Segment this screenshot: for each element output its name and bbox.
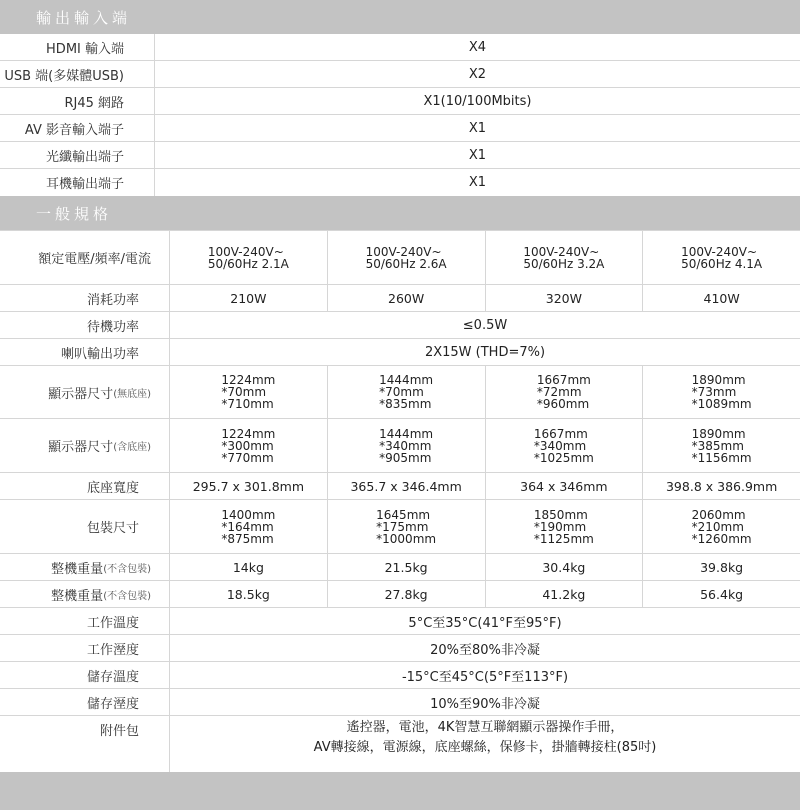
row-label [0, 554, 170, 580]
value-cell: 30.4kg [486, 554, 644, 580]
label-text: 顯示器尺寸 [48, 440, 114, 455]
row-power-rating [0, 231, 800, 285]
row-label: 儲存溼度 [0, 689, 170, 715]
row-storage-temp [0, 662, 800, 689]
value-line: *72mm [536, 385, 582, 399]
value-cell: 364 x 346mm [486, 473, 644, 499]
value-cell: 410W [703, 290, 740, 306]
io-value: X1 [468, 147, 487, 163]
size-cell [379, 428, 433, 464]
io-row-usb [0, 61, 800, 88]
label-text: 整機重量 [51, 588, 104, 604]
io-value: X1(10/100Mbits) [423, 93, 532, 109]
io-section-title: 輸出輸入端 [36, 8, 132, 27]
value-line: 50/60Hz 3.2A [523, 256, 605, 271]
value-line: 100V-240V~ [207, 244, 284, 259]
io-row-optical [0, 142, 800, 169]
value-line: *340mm [533, 438, 587, 453]
io-label: 光纖輸出端子 [0, 142, 155, 168]
power-rating-cell [523, 246, 604, 270]
accessories-value [170, 716, 800, 779]
value-line: 1890mm [691, 426, 746, 441]
value-line: 1645mm [376, 507, 431, 522]
io-label: HDMI 輸入端 [0, 34, 155, 60]
size-cell [376, 509, 436, 545]
power-rating-cell [208, 246, 289, 270]
io-row-av [0, 115, 800, 142]
row-label: 額定電壓/頻率/電流 [0, 231, 170, 284]
value-line: 1890mm [691, 373, 746, 387]
value-line: *164mm [221, 519, 274, 534]
value-line: 1400mm [221, 507, 276, 522]
row-accessories [0, 716, 800, 779]
value-line: *70mm [379, 385, 424, 399]
value-line: *175mm [376, 519, 429, 534]
value-line: *73mm [691, 385, 737, 399]
row-label: 儲存溫度 [0, 662, 170, 688]
row-label: 工作溼度 [0, 635, 170, 661]
size-cell [221, 374, 275, 410]
value-cell: 320W [486, 285, 644, 311]
size-cell [221, 428, 275, 464]
io-label: 耳機輸出端子 [0, 169, 155, 196]
value-line: *1125mm [533, 531, 594, 546]
value-line: *835mm [379, 397, 432, 411]
value-line: 50/60Hz 4.1A [681, 256, 763, 271]
label-note: (不含包裝) [103, 590, 151, 602]
size-cell [534, 428, 594, 464]
value-line: 1667mm [536, 373, 591, 387]
size-cell [537, 374, 591, 410]
value-cell: 365.7 x 346.4mm [328, 473, 486, 499]
value-line: 1850mm [533, 507, 588, 522]
value-line: *1089mm [691, 397, 752, 411]
value-line: *875mm [221, 531, 274, 546]
size-cell [692, 428, 752, 464]
label-note: (無底座) [113, 388, 151, 400]
value-line: *190mm [533, 519, 587, 534]
general-section-header [0, 196, 800, 230]
label-note: (含底座) [113, 442, 151, 453]
io-row-headphone [0, 169, 800, 196]
size-cell [379, 374, 433, 410]
value-line: *710mm [221, 397, 274, 411]
value-line: 100V-240V~ [523, 244, 600, 259]
value-cell: 260W [328, 285, 486, 311]
io-value: X2 [468, 66, 487, 82]
row-label: 工作溫度 [0, 608, 170, 634]
io-value: X4 [468, 39, 487, 55]
row-net-weight [0, 554, 800, 581]
power-rating-cell [366, 246, 447, 270]
label-text: 整機重量 [51, 561, 104, 577]
value-line: 50/60Hz 2.6A [365, 256, 447, 271]
row-label: 附件包 [0, 716, 170, 779]
value-line: 1224mm [221, 373, 276, 387]
io-section-header [0, 0, 800, 34]
value-line: 100V-240V~ [365, 244, 442, 259]
row-label [0, 419, 170, 472]
row-operating-humidity [0, 635, 800, 662]
io-table [0, 34, 800, 196]
footer-bar [0, 772, 800, 810]
accessories-line-2: AV轉接線，電源線，底座螺絲，保修卡，掛牆轉接柱(85吋) [313, 740, 657, 755]
row-label: 底座寬度 [0, 473, 170, 499]
row-label: 待機功率 [0, 312, 170, 338]
value-line: *770mm [221, 450, 274, 465]
value-line: 2060mm [691, 507, 746, 522]
row-storage-humidity [0, 689, 800, 716]
io-row-rj45 [0, 88, 800, 115]
value-line: 1444mm [379, 426, 434, 441]
value-cell: 14kg [170, 554, 328, 580]
value-line: *210mm [691, 519, 744, 534]
accessories-line-1: 遙控器，電池，4K智慧互聯網顯示器操作手冊， [346, 720, 624, 735]
value-cell: 27.8kg [328, 581, 486, 607]
value-cell: 210W [170, 285, 328, 311]
value-line: *905mm [379, 450, 432, 465]
row-operating-temp [0, 608, 800, 635]
value-line: *70mm [221, 385, 267, 399]
value-line: *1260mm [691, 531, 752, 546]
value-cell: 56.4kg [700, 586, 744, 602]
row-label: 喇叭輸出功率 [0, 339, 170, 365]
value-cell: 295.7 x 301.8mm [170, 473, 328, 499]
io-label: AV 影音輸入端子 [0, 115, 155, 141]
value-cell: ≤0.5W [462, 317, 508, 333]
io-label: RJ45 網路 [0, 88, 155, 114]
value-line: *385mm [691, 438, 744, 453]
value-cell: 21.5kg [328, 554, 486, 580]
value-cell: 18.5kg [170, 581, 328, 607]
value-line: *1000mm [376, 531, 437, 546]
size-cell [692, 509, 752, 545]
value-cell: 41.2kg [486, 581, 644, 607]
value-line: *340mm [379, 438, 432, 453]
value-cell: 39.8kg [700, 559, 744, 575]
row-power-consumption [0, 285, 800, 312]
value-line: 50/60Hz 2.1A [207, 256, 289, 271]
value-cell: 10%至90%非冷凝 [430, 696, 540, 712]
io-value: X1 [468, 120, 487, 136]
row-label: 包裝尺寸 [0, 500, 170, 553]
row-speaker-power [0, 339, 800, 366]
io-label: USB 端(多媒體USB) [0, 61, 155, 87]
row-gross-weight [0, 581, 800, 608]
value-line: *1156mm [691, 450, 752, 465]
general-section-title: 一般規格 [36, 204, 113, 223]
row-display-size-no-stand [0, 366, 800, 419]
row-label [0, 581, 170, 607]
value-cell: 5°C至35°C(41°F至95°F) [408, 615, 562, 631]
size-cell [534, 509, 594, 545]
label-text: 顯示器尺寸 [48, 386, 114, 402]
label-note: (不含包裝) [103, 563, 151, 575]
row-standby-power [0, 312, 800, 339]
row-label [0, 366, 170, 418]
row-stand-width [0, 473, 800, 500]
value-line: 100V-240V~ [681, 244, 758, 259]
row-display-size-with-stand [0, 419, 800, 473]
value-line: *1025mm [533, 450, 594, 465]
io-row-hdmi [0, 34, 800, 61]
size-cell [692, 374, 752, 410]
value-line: *960mm [536, 397, 590, 411]
row-label: 消耗功率 [0, 285, 170, 311]
value-cell: -15°C至45°C(5°F至113°F) [401, 669, 569, 685]
value-cell: 2X15W (THD=7%) [424, 344, 546, 360]
power-rating-cell [681, 246, 762, 270]
row-package-size [0, 500, 800, 554]
value-line: 1224mm [221, 426, 276, 441]
general-table [0, 230, 800, 779]
value-line: 1667mm [533, 426, 588, 441]
value-line: 1444mm [379, 373, 434, 387]
io-value: X1 [468, 175, 487, 190]
value-cell: 20%至80%非冷凝 [430, 642, 540, 658]
value-line: *300mm [221, 438, 274, 453]
size-cell [221, 509, 275, 545]
value-cell: 398.8 x 386.9mm [665, 478, 778, 494]
